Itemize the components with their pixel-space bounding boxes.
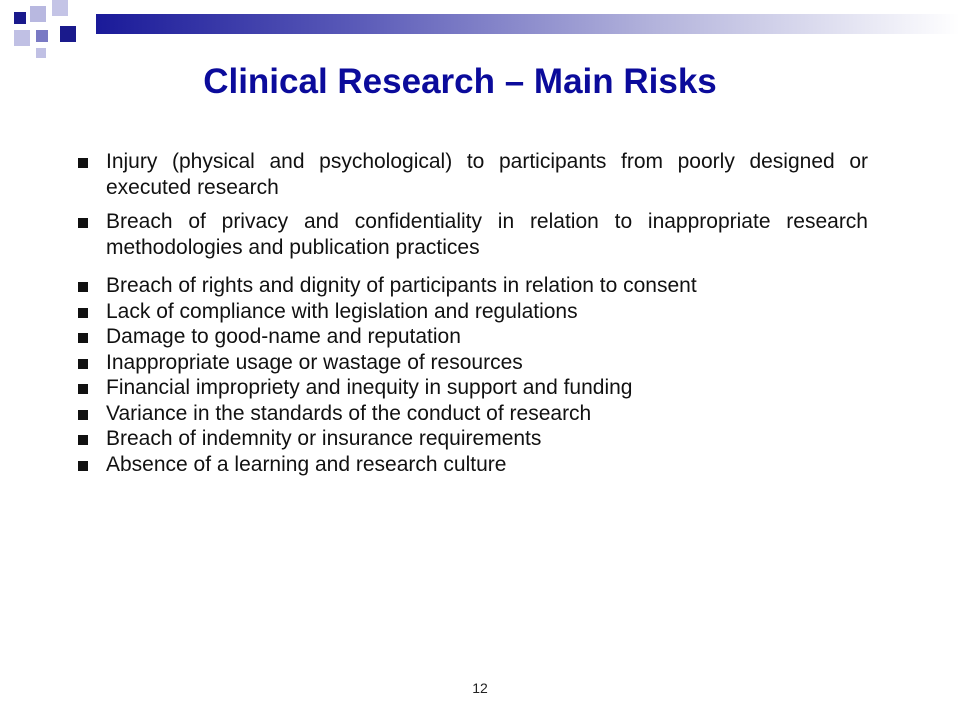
square-bullet-icon — [78, 410, 88, 420]
deco-square-light — [52, 0, 68, 16]
slide-title: Clinical Research – Main Risks — [203, 62, 717, 101]
list-item — [78, 401, 868, 427]
deco-square-dark — [14, 12, 26, 24]
list-item — [78, 452, 868, 478]
square-bullet-icon — [78, 461, 88, 471]
square-bullet-icon — [78, 333, 88, 343]
list-item-text: Breach of indemnity or insurance requirements — [106, 427, 542, 450]
list-item — [78, 426, 868, 452]
deco-square-light — [30, 6, 46, 22]
header-gradient-bar — [96, 14, 960, 34]
list-item-text: Injury (physical and psychological) to participants from poorly designed or executed research — [106, 150, 868, 199]
square-bullet-icon — [78, 218, 88, 228]
square-bullet-icon — [78, 435, 88, 445]
deco-square-dark — [60, 26, 76, 42]
list-item — [78, 324, 868, 350]
list-item-text: Damage to good-name and reputation — [106, 325, 461, 348]
list-item — [78, 209, 868, 261]
list-item-text: Financial impropriety and inequity in support and funding — [106, 376, 633, 399]
list-item-text: Variance in the standards of the conduct of research — [106, 401, 592, 425]
list-item-text: Breach of privacy and confidentiality in relation to inappropriate research methodologies and publication practices — [106, 210, 868, 259]
square-bullet-icon — [78, 158, 88, 168]
list-item — [78, 273, 868, 299]
list-item — [78, 299, 868, 325]
square-bullet-icon — [78, 384, 88, 394]
deco-square-light — [14, 30, 30, 46]
risk-list — [78, 149, 868, 478]
deco-square-medium — [36, 30, 48, 42]
list-item-text: Absence of a learning and research culture — [106, 452, 507, 476]
list-item — [78, 375, 868, 401]
list-item-text: Lack of compliance with legislation and regulations — [106, 299, 578, 323]
square-bullet-icon — [78, 308, 88, 318]
list-item-text: Inappropriate usage or wastage of resources — [106, 350, 523, 374]
list-item — [78, 149, 868, 201]
page-number: 12 — [472, 680, 488, 696]
list-item — [78, 350, 868, 376]
square-bullet-icon — [78, 282, 88, 292]
deco-square-light — [36, 48, 46, 58]
square-bullet-icon — [78, 359, 88, 369]
list-item-text: Breach of rights and dignity of participants in relation to consent — [106, 274, 697, 297]
